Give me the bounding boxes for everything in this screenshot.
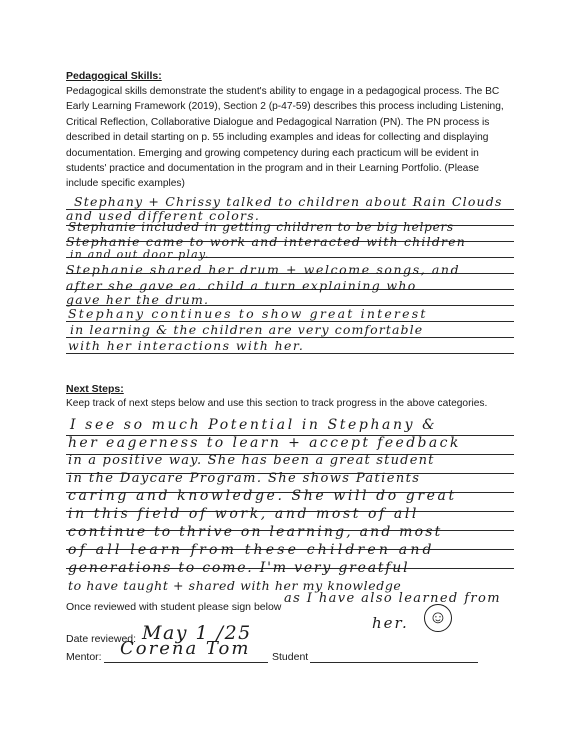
description-line: Pedagogical skills demonstrate the student's ability to engage in a pedagogical process. The BC [66, 86, 500, 97]
pedagogical-notes-area[interactable] [66, 192, 514, 362]
smiley-glyph: ☺ [428, 607, 448, 627]
handwritten-note: in and out door play. [70, 248, 210, 261]
handwritten-note: in a positive way. She has been a great student [68, 453, 435, 468]
handwritten-note: her eagerness to learn + accept feedback [68, 435, 461, 451]
description-line: Early Learning Framework (2019), Section 2 (p-47-59) describes this process including Listening, [66, 101, 504, 113]
handwritten-note: continue to thrive on learning, and most [68, 524, 443, 540]
next-steps-notes-area[interactable] [66, 415, 514, 605]
student-label: Student [272, 651, 309, 663]
handwritten-note: and used different colors. [66, 208, 260, 223]
handwritten-note: I see so much Potential in Stephany & [70, 417, 438, 433]
date-reviewed-label: Date reviewed: [66, 633, 137, 645]
date-reviewed-value[interactable]: May 1 /25 [142, 622, 252, 644]
handwritten-note: to have taught + shared with her my knowledge [68, 578, 402, 593]
handwritten-note: as I have also learned from [284, 591, 501, 606]
mentor-label: Mentor: [66, 651, 102, 663]
student-signature-line [310, 662, 478, 663]
handwritten-note: gave her the drum. [66, 292, 210, 307]
handwritten-note: Stephanie came to work and interacted with children [66, 234, 467, 249]
handwritten-note: caring and knowledge. She will do great [68, 488, 457, 504]
pedagogical-skills-heading: Pedagogical Skills: [66, 70, 162, 82]
handwritten-note: Stephany continues to show great interest [68, 306, 428, 321]
next-steps-instruction: Keep track of next steps below and use this section to track progress in the above categories. [66, 398, 488, 409]
review-instruction: Once reviewed with student please sign below [66, 601, 282, 613]
handwritten-note: in learning & the children are very comfortable [70, 322, 424, 337]
handwritten-note: Stephanie included in getting children to be big helpers [68, 220, 455, 234]
handwritten-note: in this field of work, and most of all [68, 506, 419, 522]
handwritten-note: after she gave ea. child a turn explaining who [66, 278, 417, 293]
mentor-signature[interactable]: Corena Tom [120, 638, 251, 659]
handwritten-note: of all learn from these children and [68, 542, 435, 558]
handwritten-note: Stephany + Chrissy talked to children about Rain Clouds [74, 194, 503, 209]
ruled-line [66, 353, 514, 354]
handwritten-note: Stephanie shared her drum + welcome songs, and [66, 262, 461, 277]
description-line: described in detail starting on p. 55 including examples and ideas for collecting and displaying [66, 132, 489, 144]
description-line: documentation. Emerging and growing competency during each practicum will be evident in [66, 147, 479, 159]
handwritten-note: in the Daycare Program. She shows Patients [68, 471, 421, 486]
description-line: students' practice and documentation in the program and in their Learning Portfolio. (Please [66, 163, 480, 175]
handwritten-note: her. [372, 614, 409, 632]
mentor-signature-line [104, 662, 268, 663]
handwritten-note: generations to come. I'm very greatful [68, 560, 410, 576]
description-line: Critical Reflection, Collaborative Dialogue and Pedagogical Narration (PN). The PN process is [66, 116, 490, 128]
pedagogical-skills-description [66, 84, 536, 192]
handwritten-note: with her interactions with her. [68, 338, 305, 353]
description-line: include specific examples) [66, 178, 185, 190]
next-steps-heading: Next Steps: [66, 383, 124, 395]
smiley-icon [424, 604, 452, 632]
